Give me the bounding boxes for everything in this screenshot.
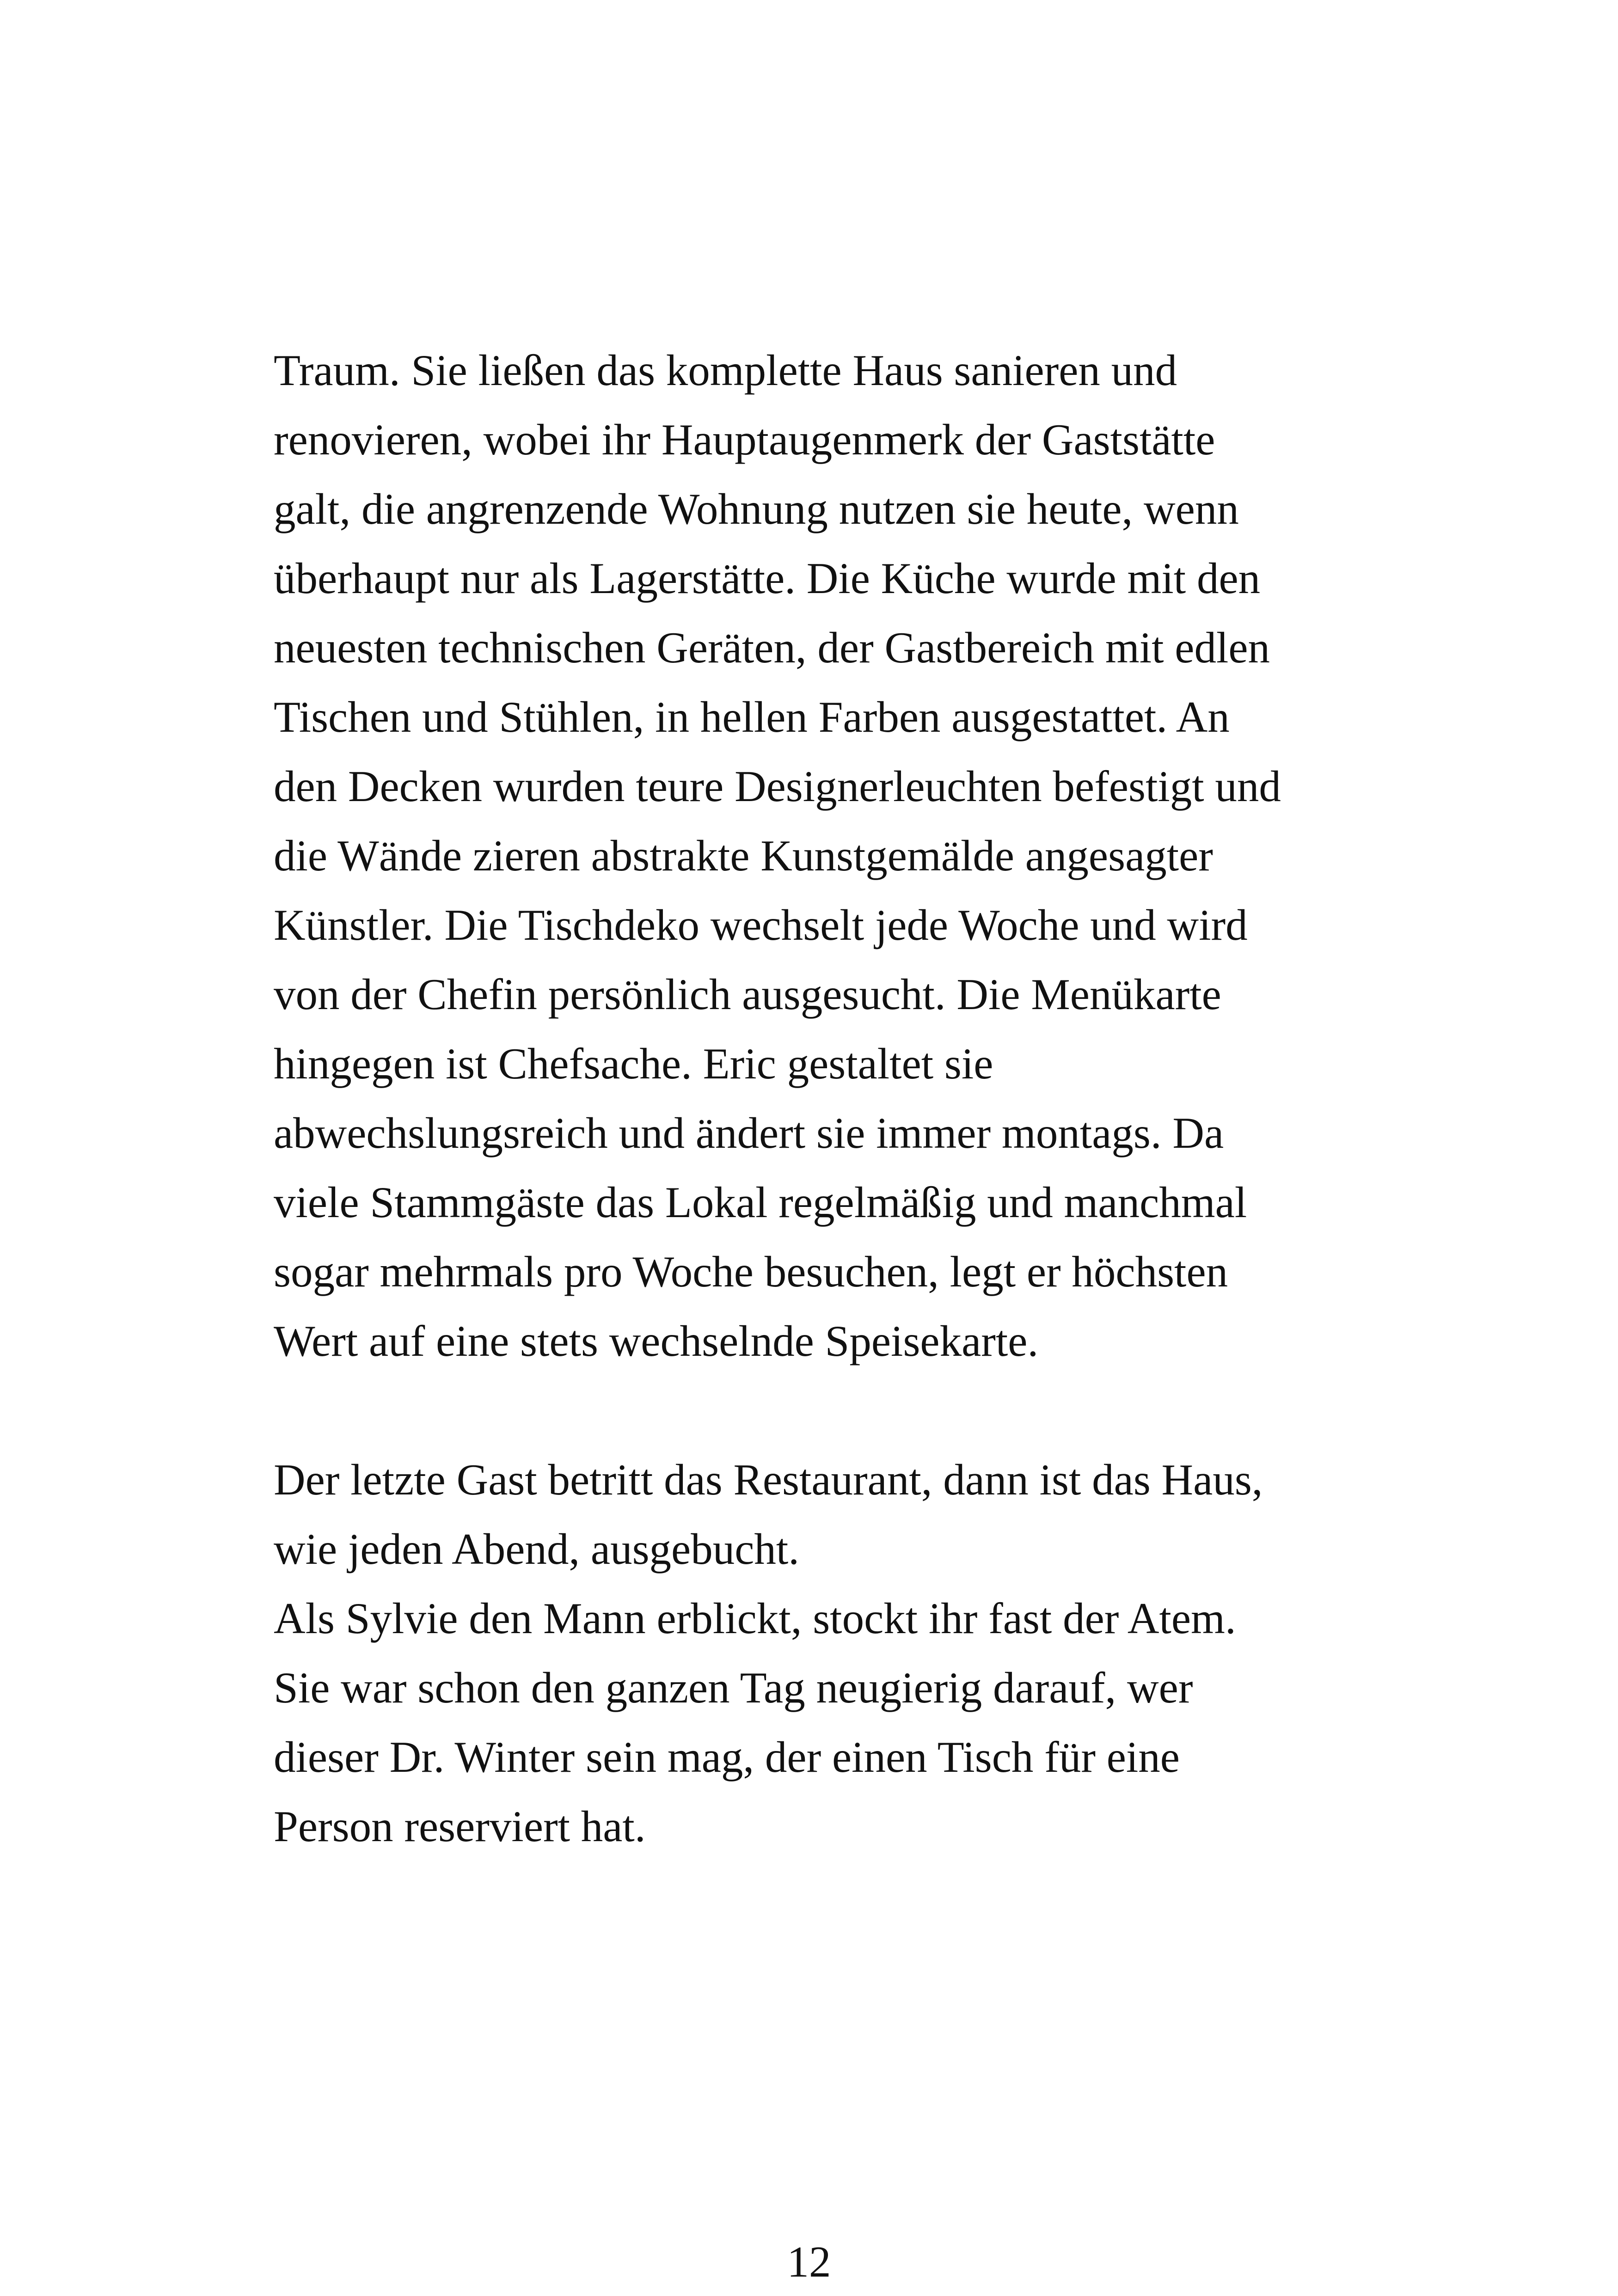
text-line: renovieren, wobei ihr Hauptaugenmerk der Gaststätte — [274, 415, 1215, 464]
text-line: wie jeden Abend, ausgebucht. — [274, 1525, 800, 1574]
paragraph-1 — [274, 336, 1383, 1376]
text-line: überhaupt nur als Lagerstätte. Die Küche wurde mit den — [274, 554, 1261, 603]
text-line: Wert auf eine stets wechselnde Speisekarte. — [274, 1316, 1039, 1365]
text-line: galt, die angrenzende Wohnung nutzen sie heute, wenn — [274, 484, 1239, 533]
text-line: von der Chefin persönlich ausgesucht. Die Menükarte — [274, 970, 1221, 1019]
text-line: Traum. Sie ließen das komplette Haus sanieren und — [274, 346, 1177, 395]
text-line: Als Sylvie den Mann erblickt, stockt ihr fast der Atem. — [274, 1594, 1236, 1643]
text-line: abwechslungsreich und ändert sie immer montags. Da — [274, 1108, 1224, 1157]
text-line: den Decken wurden teure Designerleuchten befestigt und — [274, 762, 1281, 811]
text-line: dieser Dr. Winter sein mag, der einen Tisch für eine — [274, 1733, 1180, 1782]
text-line: viele Stammgäste das Lokal regelmäßig und manchmal — [274, 1178, 1247, 1227]
text-line: Person reserviert hat. — [274, 1802, 646, 1851]
text-line: sogar mehrmals pro Woche besuchen, legt er höchsten — [274, 1247, 1228, 1296]
text-line: Künstler. Die Tischdeko wechselt jede Woche und wird — [274, 900, 1248, 949]
paragraph-2 — [274, 1445, 1383, 1861]
text-line: hingegen ist Chefsache. Eric gestaltet sie — [274, 1039, 993, 1088]
page-number: 12 — [787, 2237, 831, 2286]
text-line: neuesten technischen Geräten, der Gastbereich mit edlen — [274, 623, 1270, 672]
text-line: Der letzte Gast betritt das Restaurant, dann ist das Haus, — [274, 1455, 1263, 1504]
text-line: die Wände zieren abstrakte Kunstgemälde angesagter — [274, 831, 1213, 880]
text-line: Tischen und Stühlen, in hellen Farben ausgestattet. An — [274, 692, 1230, 741]
text-line: Sie war schon den ganzen Tag neugierig darauf, wer — [274, 1663, 1193, 1712]
